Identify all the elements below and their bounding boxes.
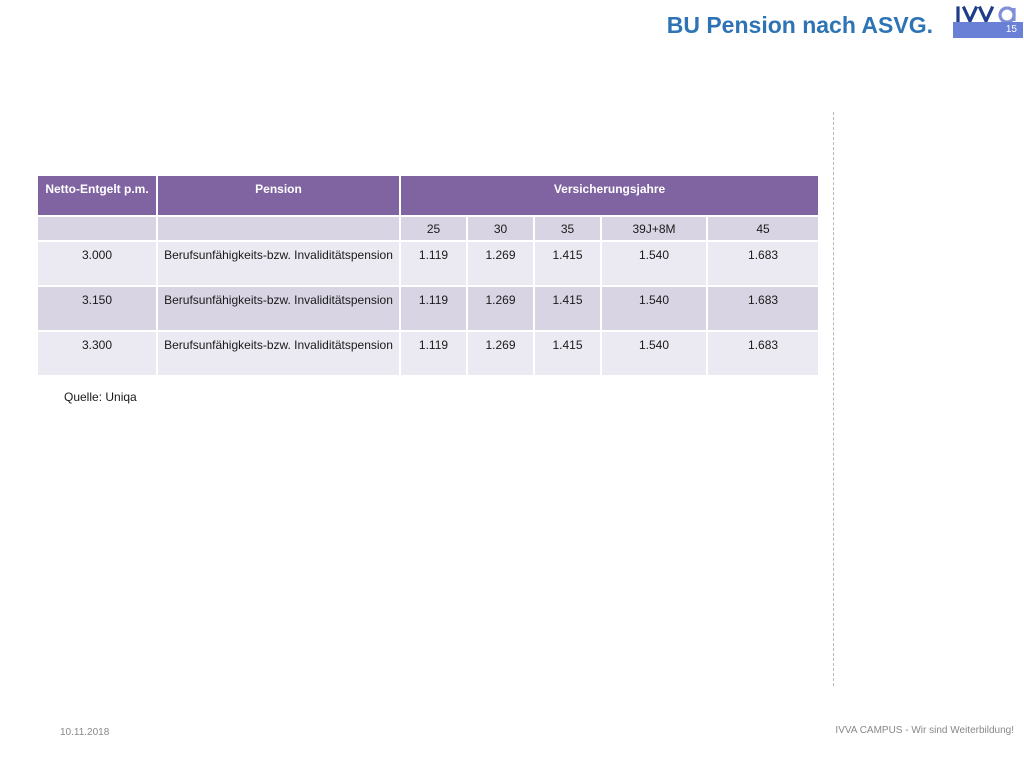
table-row <box>37 286 819 331</box>
footer-text: IVVA CAMPUS - Wir sind Weiterbildung! <box>835 725 1014 736</box>
value-cell: 1.683 <box>707 286 819 331</box>
years-row <box>37 216 819 241</box>
footer-date: 10.11.2018 <box>60 727 110 738</box>
value-cell: 1.540 <box>601 241 707 286</box>
empty-cell <box>37 216 157 241</box>
table-row <box>37 241 819 286</box>
value-cell: 1.415 <box>534 286 601 331</box>
year-cell: 45 <box>707 216 819 241</box>
value-cell: 1.540 <box>601 331 707 376</box>
header-versicherungsjahre: Versicherungsjahre <box>400 175 819 216</box>
header-netto-entgelt: Netto-Entgelt p.m. <box>37 175 157 216</box>
table-header-row <box>37 175 819 216</box>
vertical-divider <box>833 112 834 686</box>
pension-cell: Berufsunfähigkeits-bzw. Invaliditätspension <box>157 241 400 286</box>
value-cell: 1.415 <box>534 331 601 376</box>
value-cell: 1.683 <box>707 331 819 376</box>
value-cell: 1.269 <box>467 241 534 286</box>
empty-cell <box>157 216 400 241</box>
header-pension: Pension <box>157 175 400 216</box>
netto-cell: 3.300 <box>37 331 157 376</box>
ivva-logo <box>955 1 1023 23</box>
value-cell: 1.119 <box>400 286 467 331</box>
value-cell: 1.683 <box>707 241 819 286</box>
table-row <box>37 331 819 376</box>
value-cell: 1.415 <box>534 241 601 286</box>
value-cell: 1.269 <box>467 331 534 376</box>
source-note: Quelle: Uniqa <box>64 390 137 404</box>
page-title: BU Pension nach ASVG. <box>666 12 933 38</box>
value-cell: 1.119 <box>400 241 467 286</box>
value-cell: 1.269 <box>467 286 534 331</box>
pension-cell: Berufsunfähigkeits-bzw. Invaliditätspension <box>157 286 400 331</box>
netto-cell: 3.150 <box>37 286 157 331</box>
value-cell: 1.540 <box>601 286 707 331</box>
pension-table <box>36 174 820 377</box>
year-cell: 35 <box>534 216 601 241</box>
year-cell: 30 <box>467 216 534 241</box>
pension-cell: Berufsunfähigkeits-bzw. Invaliditätspension <box>157 331 400 376</box>
year-cell: 25 <box>400 216 467 241</box>
netto-cell: 3.000 <box>37 241 157 286</box>
ivva-logo-letters <box>958 8 992 21</box>
year-cell: 39J+8M <box>601 216 707 241</box>
value-cell: 1.119 <box>400 331 467 376</box>
page-number: 15 <box>953 22 1023 38</box>
